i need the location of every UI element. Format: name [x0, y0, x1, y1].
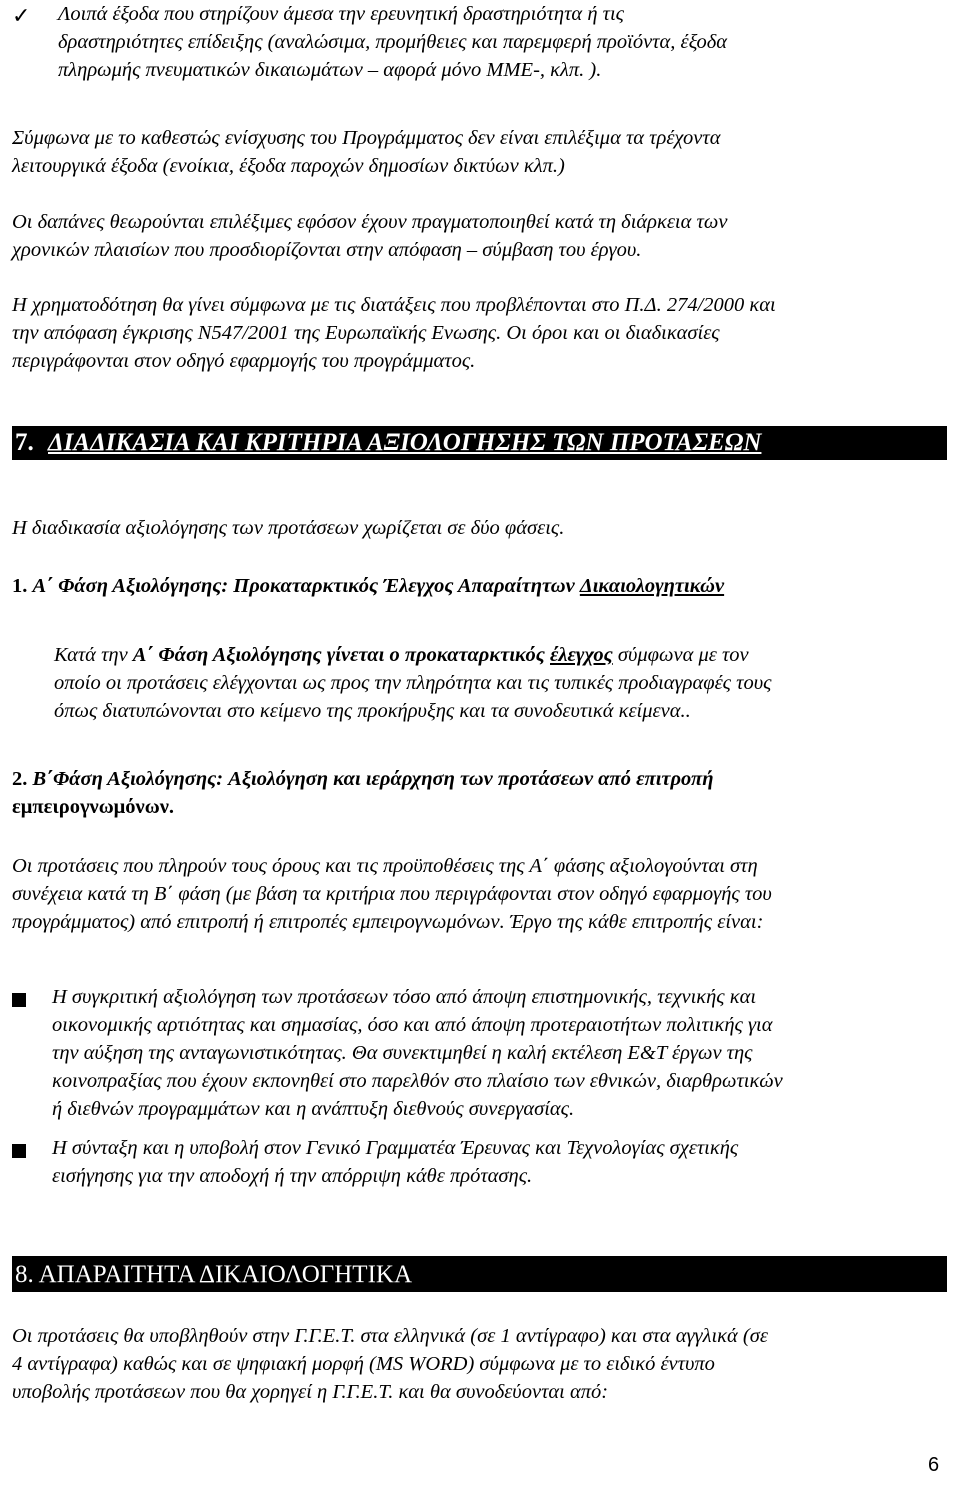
section-7-title: ΔΙΑΔΙΚΑΣΙΑ ΚΑΙ ΚΡΙΤΗΡΙΑ ΑΞΙΟΛΟΓΗΣΗΣ ΤΩΝ ΠΡΟΤΑΣΕΩΝ: [48, 429, 762, 456]
check-item-line: Λοιπά έξοδα που στηρίζουν άμεσα την ερευνητική δραστηριότητα ή τις: [58, 3, 624, 25]
phase-b-body-line: συνέχεια κατά τη Β΄ φάση (με βάση τα κριτήρια που περιγράφονται στον οδηγό εφαρμογής του: [12, 883, 772, 905]
phase-a-body-line: όπως διατυπώνονται στο κείμενο της προκήρυξης και τα συνοδευτικά κείμενα..: [54, 700, 691, 722]
phase-b-heading-line2: εμπειρογνωμόνων.: [12, 796, 174, 818]
bullet-line: την αύξηση της ανταγωνιστικότητας. Θα συνεκτιμηθεί η καλή εκτέλεση Ε&Τ έργων της: [52, 1042, 753, 1064]
phase-a-body-line: [54, 641, 944, 669]
bullet-line: οικονομικής αρτιότητας και σημασίας, όσο και από άποψη προτεραιοτήτων πολιτικής για: [52, 1014, 773, 1036]
phase-a-heading: [12, 572, 944, 600]
phase-b-heading: [12, 765, 944, 793]
phase-a-body-start: Κατά την: [54, 644, 128, 666]
check-item-line: δραστηριότητες επίδειξης (αναλώσιμα, προμήθειες και παρεμφερή προϊόντα, έξοδα: [58, 31, 728, 53]
financing-line: την απόφαση έγκρισης Ν547/2001 της Ευρωπαϊκής Ενωσης. Οι όροι και οι διαδικασίες: [12, 322, 720, 344]
phase-a-prefix: Α΄ Φάση Αξιολόγησης:: [32, 575, 229, 597]
not-eligible-line: Σύμφωνα με το καθεστώς ενίσχυσης του Προγράμματος δεν είναι επιλέξιμα τα τρέχοντα: [12, 127, 721, 149]
bullet-line: κοινοπραξίας που έχουν εκπονηθεί στο παρελθόν στο πλαίσιο των εθνικών, διαρθρωτικών: [52, 1070, 783, 1092]
financing-line: Η χρηματοδότηση θα γίνει σύμφωνα με τις διατάξεις που προβλέπονται στο Π.Δ. 274/2000 και: [12, 294, 776, 316]
section-8-body-line: Οι προτάσεις θα υποβληθούν στην Γ.Γ.Ε.Τ. στα ελληνικά (σε 1 αντίγραφο) και στα αγγλικά (σε: [12, 1325, 768, 1347]
section-7-intro: Η διαδικασία αξιολόγησης των προτάσεων χωρίζεται σε δύο φάσεις.: [12, 517, 565, 539]
not-eligible-line: λειτουργικά έξοδα (ενοίκια, έξοδα παροχών δημοσίων δικτύων κλπ.): [12, 155, 565, 177]
section-8-body-line: υποβολής προτάσεων που θα χορηγεί η Γ.Γ.Ε.Τ. και θα συνοδεύονται από:: [12, 1381, 609, 1403]
section-8-heading: [12, 1256, 947, 1292]
section-7-heading: [12, 426, 947, 460]
bullet-line: Η σύνταξη και η υποβολή στον Γενικό Γραμματέα Έρευνας και Τεχνολογίας σχετικής: [52, 1137, 739, 1159]
square-bullet-icon: [12, 993, 26, 1007]
bullet-line: Η συγκριτική αξιολόγηση των προτάσεων τόσο από άποψη επιστημονικής, τεχνικής και: [52, 986, 757, 1008]
phase-b-body-line: προγράμματος) από επιτροπή ή επιτροπές εμπειρογνωμόνων. Έργο της κάθε επιτροπής είναι:: [12, 911, 764, 933]
check-icon: ✓: [12, 3, 31, 28]
phase-b-title: Αξιολόγηση και ιεράρχηση των προτάσεων από επιτροπή: [228, 768, 714, 790]
phase-a-title-underlined: Δικαιολογητικών: [579, 575, 725, 597]
phase-a-body-line: οποίο οι προτάσεις ελέγχονται ως προς την πληρότητα και τις τυπικές προδιαγραφές τους: [54, 672, 772, 694]
page-number: 6: [928, 1454, 940, 1476]
bullet-line: εισήγησης για την αποδοχή ή την απόρριψη κάθε πρότασης.: [52, 1165, 533, 1187]
phase-a-body-bold: Α΄ Φάση Αξιολόγησης γίνεται ο προκαταρκτικός: [132, 644, 545, 666]
check-item-line: πληρωμής πνευματικών δικαιωμάτων – αφορά μόνο ΜΜΕ-, κλπ. ).: [58, 59, 602, 81]
financing-line: περιγράφονται στον οδηγό εφαρμογής του προγράμματος.: [12, 350, 476, 372]
phase-b-prefix: Β΄Φάση Αξιολόγησης:: [32, 768, 224, 790]
phase-a-body-bold-underlined: έλεγχος: [550, 644, 613, 666]
section-8-body-line: 4 αντίγραφα) καθώς και σε ψηφιακή μορφή (MS WORD) σύμφωνα με το ειδικό έντυπο: [12, 1353, 715, 1375]
square-bullet-icon: [12, 1144, 26, 1158]
section-8-title: 8. ΑΠΑΡΑΙΤΗΤΑ ΔΙΚΑΙΟΛΟΓΗΤΙΚΑ: [15, 1261, 412, 1288]
phase-b-number: 2.: [12, 768, 28, 790]
bullet-line: ή διεθνών προγραμμάτων και η ανάπτυξη διεθνούς συνεργασίας.: [52, 1098, 575, 1120]
phase-a-number: 1.: [12, 575, 28, 597]
phase-a-body-rest: σύμφωνα με τον: [617, 644, 749, 666]
expenses-line: Οι δαπάνες θεωρούνται επιλέξιμες εφόσον έχουν πραγματοποιηθεί κατά τη διάρκεια των: [12, 211, 728, 233]
phase-a-title: Προκαταρκτικός Έλεγχος Απαραίτητων: [233, 575, 575, 597]
expenses-line: χρονικών πλαισίων που προσδιορίζονται στην απόφαση – σύμβαση του έργου.: [12, 239, 642, 261]
section-7-number: 7.: [15, 429, 34, 456]
phase-b-body-line: Οι προτάσεις που πληρούν τους όρους και τις προϋποθέσεις της Α΄ φάσης αξιολογούνται στη: [12, 855, 758, 877]
